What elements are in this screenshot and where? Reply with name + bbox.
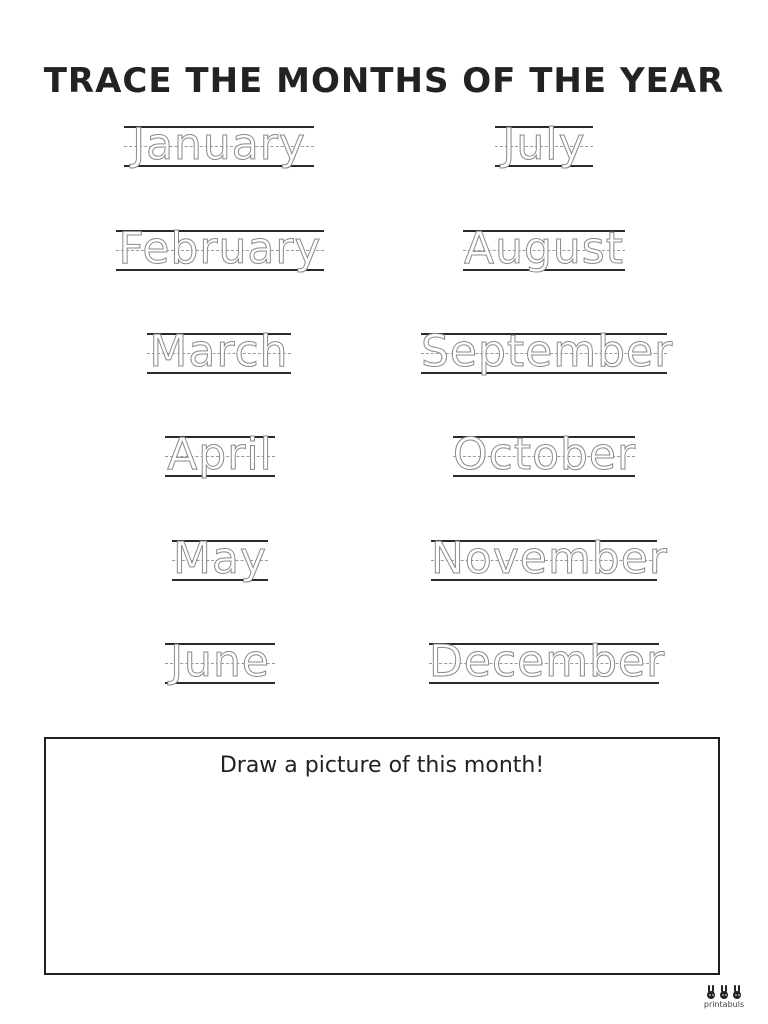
trace-text: June — [170, 636, 270, 687]
trace-text: September — [421, 326, 674, 377]
trace-word-december — [429, 636, 666, 689]
trace-word-february — [116, 223, 324, 276]
trace-text: October — [453, 429, 637, 480]
bunnies-logo-icon — [704, 984, 744, 1000]
trace-text: February — [118, 223, 322, 274]
trace-word-september — [421, 326, 674, 379]
trace-word-june — [165, 636, 275, 689]
trace-text: July — [502, 119, 586, 170]
trace-word-august — [463, 223, 625, 276]
trace-text: December — [429, 636, 666, 687]
trace-word-may — [172, 533, 268, 586]
trace-word-july — [495, 119, 593, 172]
trace-word-april — [165, 429, 275, 482]
trace-text: January — [132, 119, 306, 170]
trace-text: May — [173, 533, 267, 584]
trace-word-january — [124, 119, 314, 172]
drawing-prompt: Draw a picture of this month! — [219, 753, 545, 778]
trace-word-november — [431, 533, 668, 586]
trace-text: April — [167, 429, 273, 480]
brand-name: printabuls — [703, 1000, 745, 1009]
trace-text: November — [431, 533, 668, 584]
trace-word-october — [453, 429, 637, 482]
trace-text: August — [464, 223, 624, 274]
trace-text: March — [149, 326, 289, 377]
trace-word-march — [147, 326, 291, 379]
brand-logo — [700, 984, 748, 1012]
page-title: TRACE THE MONTHS OF THE YEAR — [43, 60, 725, 101]
drawing-area[interactable] — [44, 737, 720, 975]
